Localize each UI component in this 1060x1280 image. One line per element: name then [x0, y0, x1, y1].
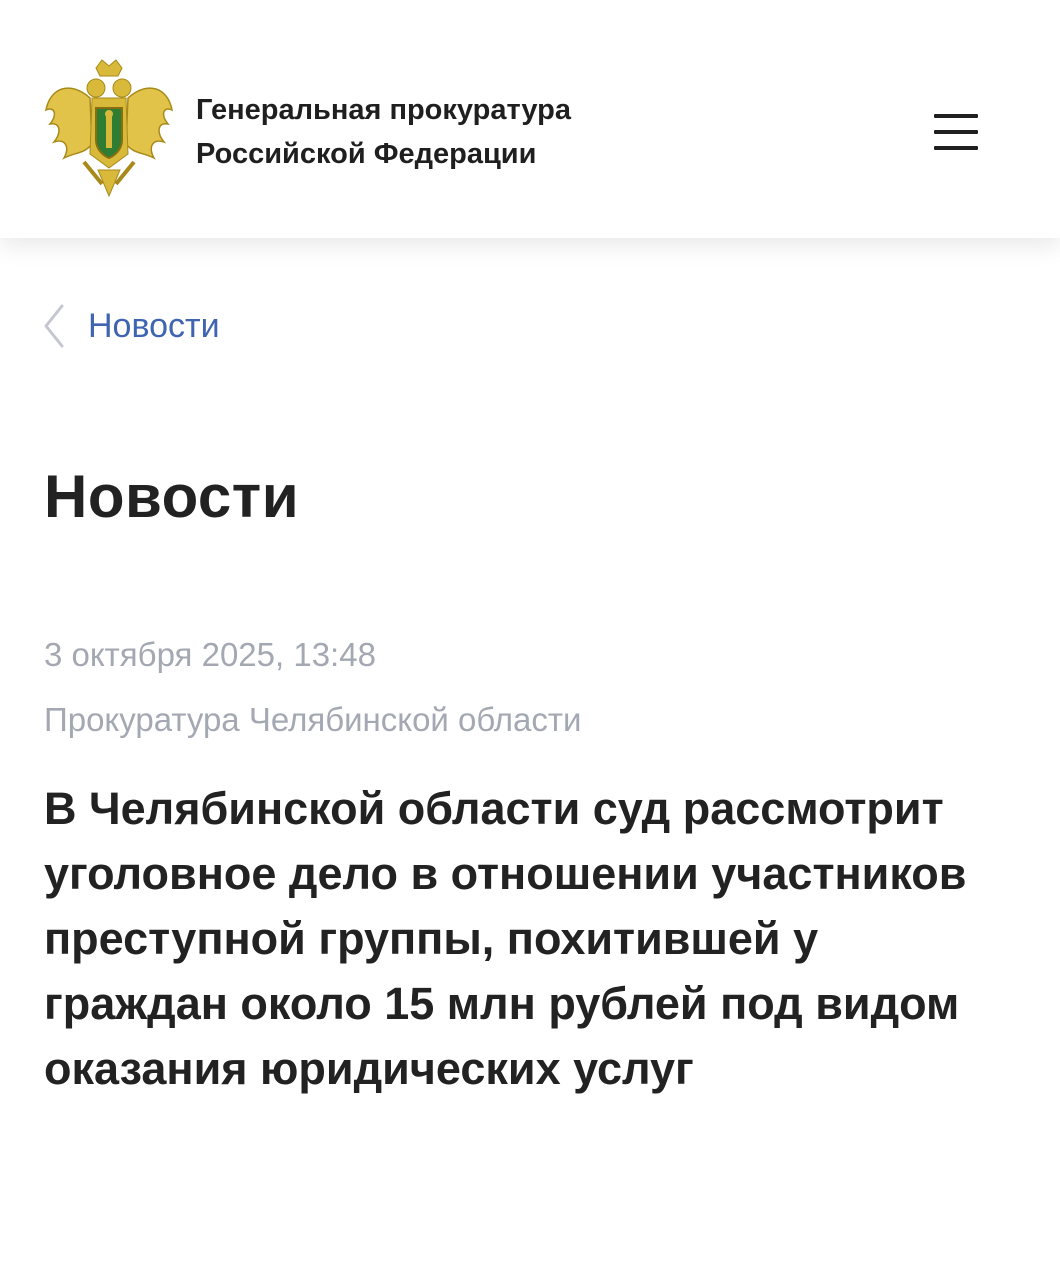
organization-name: [196, 88, 571, 176]
article-headline[interactable]: В Челябинской области суд рассмотрит уголовное дело в отношении участников преступной группы, похитившей у граждан около 15 млн рублей под видом оказания юридических услуг: [44, 783, 967, 1094]
page-title: Новости: [44, 463, 300, 530]
menu-bar: [934, 130, 978, 134]
hamburger-menu-icon[interactable]: [930, 108, 982, 154]
org-name-line1: Генеральная прокуратура: [196, 94, 572, 126]
breadcrumb-back-link[interactable]: [40, 296, 220, 356]
menu-bar: [934, 146, 978, 150]
chevron-left-icon: [40, 302, 68, 350]
menu-bar: [934, 114, 978, 118]
breadcrumb-label[interactable]: Новости: [88, 306, 220, 345]
prosecutor-emblem-icon[interactable]: [40, 58, 178, 200]
site-header: [0, 0, 1060, 238]
org-name-line2: Российской Федерации: [196, 138, 537, 170]
article-date: 3 октября 2025, 13:48: [44, 636, 376, 673]
article-source: Прокуратура Челябинской области: [44, 701, 582, 738]
